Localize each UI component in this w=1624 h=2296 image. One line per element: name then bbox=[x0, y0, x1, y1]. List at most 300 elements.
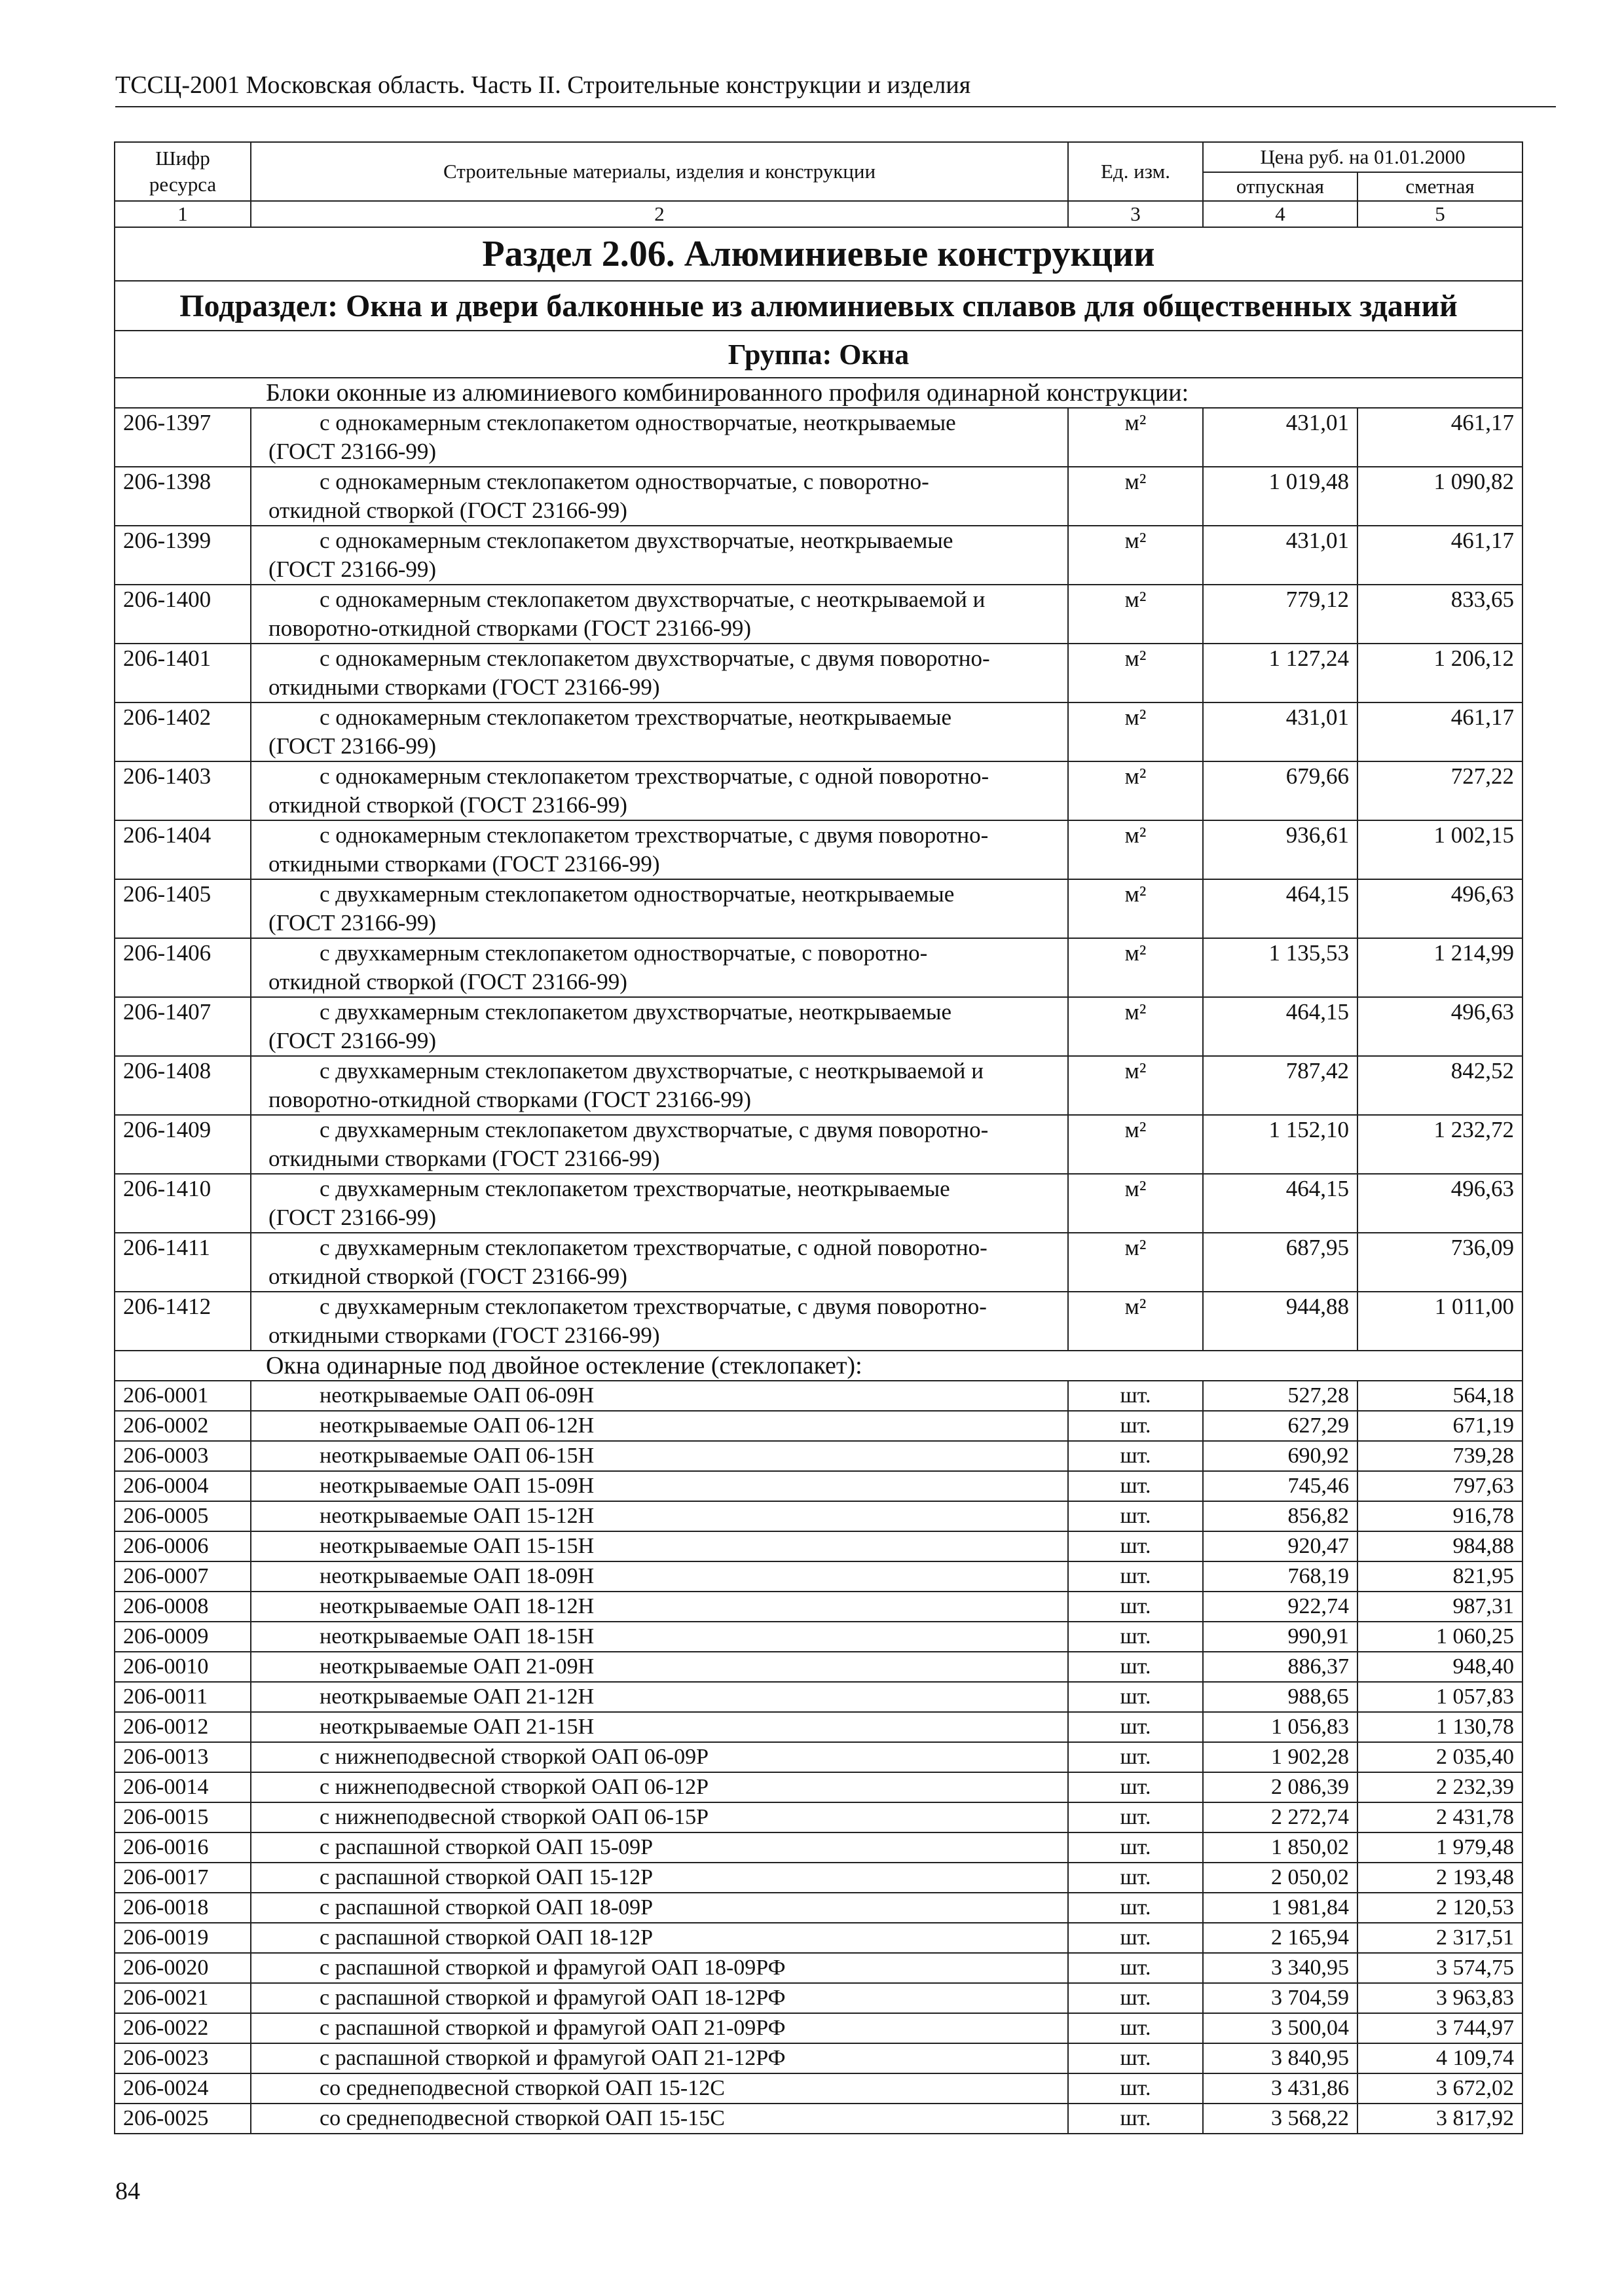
release-price: 787,42 bbox=[1203, 1056, 1357, 1115]
estimate-price: 3 817,92 bbox=[1357, 2104, 1522, 2134]
estimate-price: 2 431,78 bbox=[1357, 1802, 1522, 1832]
block2-heading: Окна одинарные под двойное остекление (стеклопакет): bbox=[115, 1351, 1522, 1381]
table-row bbox=[115, 1772, 1522, 1802]
estimate-price: 987,31 bbox=[1357, 1592, 1522, 1622]
item-description bbox=[251, 644, 1068, 702]
estimate-price: 3 672,02 bbox=[1357, 2073, 1522, 2104]
subsection-title: Подраздел: Окна и двери балконные из алюминиевых сплавов для общественных зданий bbox=[115, 281, 1522, 331]
description-line: откидными створками (ГОСТ 23166-99) bbox=[268, 674, 660, 700]
release-price: 527,28 bbox=[1203, 1381, 1357, 1411]
release-price: 3 704,59 bbox=[1203, 1983, 1357, 2013]
description-line: с двухкамерным стеклопакетом двухстворчатые, с неоткрываемой и bbox=[320, 1058, 984, 1084]
estimate-price: 916,78 bbox=[1357, 1501, 1522, 1531]
resource-code: 206-1399 bbox=[115, 526, 251, 585]
release-price: 779,12 bbox=[1203, 585, 1357, 644]
table-row bbox=[115, 1174, 1522, 1233]
description-line: с однокамерным стеклопакетом одностворчатые, неоткрываемые bbox=[320, 410, 956, 435]
item-description bbox=[251, 702, 1068, 761]
estimate-price: 2 232,39 bbox=[1357, 1772, 1522, 1802]
column-number: 5 bbox=[1357, 201, 1522, 227]
table-row bbox=[115, 1292, 1522, 1351]
resource-code: 206-0015 bbox=[115, 1802, 251, 1832]
unit-cell: м² bbox=[1068, 644, 1203, 702]
table-row bbox=[115, 2043, 1522, 2073]
description-line: (ГОСТ 23166-99) bbox=[268, 910, 437, 936]
resource-code: 206-1403 bbox=[115, 761, 251, 820]
item-description: с распашной створкой ОАП 18-12Р bbox=[251, 1923, 1068, 1953]
description-line: с двухкамерным стеклопакетом трехстворчатые, с двумя поворотно- bbox=[320, 1294, 987, 1319]
estimate-price: 1 130,78 bbox=[1357, 1712, 1522, 1742]
estimate-price: 1 011,00 bbox=[1357, 1292, 1522, 1351]
release-price: 768,19 bbox=[1203, 1561, 1357, 1592]
resource-code: 206-0012 bbox=[115, 1712, 251, 1742]
resource-code: 206-1398 bbox=[115, 467, 251, 526]
header-name: Строительные материалы, изделия и конструкции bbox=[251, 142, 1068, 201]
description-line: с двухкамерным стеклопакетом трехстворчатые, неоткрываемые bbox=[320, 1176, 950, 1201]
release-price: 3 340,95 bbox=[1203, 1953, 1357, 1983]
description-line: с двухкамерным стеклопакетом двухстворчатые, неоткрываемые bbox=[320, 999, 951, 1025]
resource-code: 206-0005 bbox=[115, 1501, 251, 1531]
estimate-price: 461,17 bbox=[1357, 408, 1522, 467]
table-row bbox=[115, 1501, 1522, 1531]
unit-cell: м² bbox=[1068, 820, 1203, 879]
resource-code: 206-0022 bbox=[115, 2013, 251, 2043]
description-line: с однокамерным стеклопакетом одностворчатые, с поворотно- bbox=[320, 469, 929, 494]
release-price: 1 056,83 bbox=[1203, 1712, 1357, 1742]
resource-code: 206-0025 bbox=[115, 2104, 251, 2134]
column-number: 3 bbox=[1068, 201, 1203, 227]
release-price: 431,01 bbox=[1203, 408, 1357, 467]
unit-cell: м² bbox=[1068, 1115, 1203, 1174]
table-row bbox=[115, 1381, 1522, 1411]
resource-code: 206-1412 bbox=[115, 1292, 251, 1351]
resource-code: 206-0020 bbox=[115, 1953, 251, 1983]
table-row bbox=[115, 1983, 1522, 2013]
item-description: с нижнеподвесной створкой ОАП 06-09Р bbox=[251, 1742, 1068, 1772]
description-line: с однокамерным стеклопакетом трехстворчатые, с двумя поворотно- bbox=[320, 822, 989, 848]
unit-cell: шт. bbox=[1068, 1411, 1203, 1441]
table-row bbox=[115, 2104, 1522, 2134]
table-row bbox=[115, 1471, 1522, 1501]
column-number: 4 bbox=[1203, 201, 1357, 227]
resource-code: 206-1397 bbox=[115, 408, 251, 467]
table-row bbox=[115, 938, 1522, 997]
estimate-price: 1 206,12 bbox=[1357, 644, 1522, 702]
estimate-price: 821,95 bbox=[1357, 1561, 1522, 1592]
item-description: неоткрываемые ОАП 18-09Н bbox=[251, 1561, 1068, 1592]
item-description bbox=[251, 761, 1068, 820]
item-description bbox=[251, 467, 1068, 526]
item-description: неоткрываемые ОАП 06-15Н bbox=[251, 1441, 1068, 1471]
estimate-price: 3 744,97 bbox=[1357, 2013, 1522, 2043]
description-line: поворотно-откидной створками (ГОСТ 23166-99) bbox=[268, 1087, 752, 1112]
item-description: с распашной створкой и фрамугой ОАП 18-12РФ bbox=[251, 1983, 1068, 2013]
release-price: 1 850,02 bbox=[1203, 1832, 1357, 1863]
estimate-price: 1 002,15 bbox=[1357, 820, 1522, 879]
resource-code: 206-0010 bbox=[115, 1652, 251, 1682]
table-row bbox=[115, 1682, 1522, 1712]
unit-cell: шт. bbox=[1068, 1471, 1203, 1501]
item-description bbox=[251, 1174, 1068, 1233]
description-line: откидными створками (ГОСТ 23166-99) bbox=[268, 851, 660, 877]
resource-code: 206-1409 bbox=[115, 1115, 251, 1174]
unit-cell: м² bbox=[1068, 467, 1203, 526]
release-price: 1 152,10 bbox=[1203, 1115, 1357, 1174]
table-row bbox=[115, 1742, 1522, 1772]
estimate-price: 833,65 bbox=[1357, 585, 1522, 644]
table-row bbox=[115, 1923, 1522, 1953]
estimate-price: 1 090,82 bbox=[1357, 467, 1522, 526]
header-price-release: отпускная bbox=[1203, 172, 1357, 201]
estimate-price: 4 109,74 bbox=[1357, 2043, 1522, 2073]
unit-cell: шт. bbox=[1068, 2013, 1203, 2043]
release-price: 687,95 bbox=[1203, 1233, 1357, 1292]
description-line: откидной створкой (ГОСТ 23166-99) bbox=[268, 792, 627, 818]
item-description: неоткрываемые ОАП 15-12Н bbox=[251, 1501, 1068, 1531]
release-price: 886,37 bbox=[1203, 1652, 1357, 1682]
release-price: 920,47 bbox=[1203, 1531, 1357, 1561]
unit-cell: м² bbox=[1068, 1233, 1203, 1292]
release-price: 988,65 bbox=[1203, 1682, 1357, 1712]
unit-cell: шт. bbox=[1068, 1622, 1203, 1652]
unit-cell: м² bbox=[1068, 879, 1203, 938]
release-price: 464,15 bbox=[1203, 879, 1357, 938]
release-price: 464,15 bbox=[1203, 1174, 1357, 1233]
group-title: Группа: Окна bbox=[115, 331, 1522, 378]
description-line: с двухкамерным стеклопакетом двухстворчатые, с двумя поворотно- bbox=[320, 1117, 989, 1142]
item-description: с распашной створкой ОАП 15-09Р bbox=[251, 1832, 1068, 1863]
item-description bbox=[251, 1115, 1068, 1174]
release-price: 1 127,24 bbox=[1203, 644, 1357, 702]
resource-code: 206-0021 bbox=[115, 1983, 251, 2013]
estimate-price: 1 979,48 bbox=[1357, 1832, 1522, 1863]
estimate-price: 496,63 bbox=[1357, 879, 1522, 938]
release-price: 464,15 bbox=[1203, 997, 1357, 1056]
release-price: 1 981,84 bbox=[1203, 1893, 1357, 1923]
estimate-price: 842,52 bbox=[1357, 1056, 1522, 1115]
table-row bbox=[115, 702, 1522, 761]
item-description bbox=[251, 408, 1068, 467]
resource-code: 206-1405 bbox=[115, 879, 251, 938]
estimate-price: 2 193,48 bbox=[1357, 1863, 1522, 1893]
unit-cell: шт. bbox=[1068, 1712, 1203, 1742]
item-description: неоткрываемые ОАП 06-09Н bbox=[251, 1381, 1068, 1411]
estimate-price: 727,22 bbox=[1357, 761, 1522, 820]
description-line: откидной створкой (ГОСТ 23166-99) bbox=[268, 1264, 627, 1289]
unit-cell: шт. bbox=[1068, 1592, 1203, 1622]
unit-cell: шт. bbox=[1068, 1832, 1203, 1863]
resource-code: 206-1407 bbox=[115, 997, 251, 1056]
release-price: 922,74 bbox=[1203, 1592, 1357, 1622]
item-description bbox=[251, 1233, 1068, 1292]
column-numbers-row bbox=[115, 201, 1522, 227]
resource-code: 206-1404 bbox=[115, 820, 251, 879]
unit-cell: м² bbox=[1068, 1056, 1203, 1115]
item-description: неоткрываемые ОАП 21-12Н bbox=[251, 1682, 1068, 1712]
resource-code: 206-1410 bbox=[115, 1174, 251, 1233]
description-line: откидной створкой (ГОСТ 23166-99) bbox=[268, 498, 627, 523]
resource-code: 206-0014 bbox=[115, 1772, 251, 1802]
header-price-group: Цена руб. на 01.01.2000 bbox=[1203, 142, 1522, 172]
release-price: 2 165,94 bbox=[1203, 1923, 1357, 1953]
estimate-price: 564,18 bbox=[1357, 1381, 1522, 1411]
estimate-price: 739,28 bbox=[1357, 1441, 1522, 1471]
release-price: 3 431,86 bbox=[1203, 2073, 1357, 2104]
table-row bbox=[115, 2013, 1522, 2043]
estimate-price: 948,40 bbox=[1357, 1652, 1522, 1682]
resource-code: 206-1400 bbox=[115, 585, 251, 644]
unit-cell: м² bbox=[1068, 585, 1203, 644]
table-row bbox=[115, 2073, 1522, 2104]
estimate-price: 984,88 bbox=[1357, 1531, 1522, 1561]
unit-cell: шт. bbox=[1068, 1893, 1203, 1923]
release-price: 1 019,48 bbox=[1203, 467, 1357, 526]
resource-code: 206-0006 bbox=[115, 1531, 251, 1561]
unit-cell: шт. bbox=[1068, 1381, 1203, 1411]
unit-cell: м² bbox=[1068, 526, 1203, 585]
header-price-estimate: сметная bbox=[1357, 172, 1522, 201]
unit-cell: м² bbox=[1068, 997, 1203, 1056]
section-row bbox=[115, 227, 1522, 281]
estimate-price: 797,63 bbox=[1357, 1471, 1522, 1501]
item-description bbox=[251, 1292, 1068, 1351]
table-row bbox=[115, 644, 1522, 702]
unit-cell: м² bbox=[1068, 761, 1203, 820]
description-line: с двухкамерным стеклопакетом одностворчатые, неоткрываемые bbox=[320, 881, 955, 907]
unit-cell: шт. bbox=[1068, 1923, 1203, 1953]
estimate-price: 1 060,25 bbox=[1357, 1622, 1522, 1652]
section-title: Раздел 2.06. Алюминиевые конструкции bbox=[115, 227, 1522, 281]
description-line: с однокамерным стеклопакетом двухстворчатые, с двумя поворотно- bbox=[320, 646, 990, 671]
unit-cell: м² bbox=[1068, 1292, 1203, 1351]
column-number: 1 bbox=[115, 201, 251, 227]
resource-code: 206-1411 bbox=[115, 1233, 251, 1292]
table-row bbox=[115, 1622, 1522, 1652]
release-price: 2 272,74 bbox=[1203, 1802, 1357, 1832]
description-line: (ГОСТ 23166-99) bbox=[268, 556, 437, 582]
resource-code: 206-0011 bbox=[115, 1682, 251, 1712]
table-row bbox=[115, 526, 1522, 585]
table-row bbox=[115, 1953, 1522, 1983]
description-line: поворотно-откидной створками (ГОСТ 23166-99) bbox=[268, 615, 752, 641]
resource-code: 206-0004 bbox=[115, 1471, 251, 1501]
estimate-price: 3 963,83 bbox=[1357, 1983, 1522, 2013]
table-row bbox=[115, 761, 1522, 820]
unit-cell: м² bbox=[1068, 408, 1203, 467]
release-price: 1 135,53 bbox=[1203, 938, 1357, 997]
item-description bbox=[251, 820, 1068, 879]
estimate-price: 496,63 bbox=[1357, 1174, 1522, 1233]
table-row bbox=[115, 1531, 1522, 1561]
estimate-price: 461,17 bbox=[1357, 702, 1522, 761]
estimate-price: 1 232,72 bbox=[1357, 1115, 1522, 1174]
item-description bbox=[251, 526, 1068, 585]
table-row bbox=[115, 1592, 1522, 1622]
unit-cell: м² bbox=[1068, 938, 1203, 997]
resource-code: 206-0002 bbox=[115, 1411, 251, 1441]
release-price: 679,66 bbox=[1203, 761, 1357, 820]
estimate-price: 736,09 bbox=[1357, 1233, 1522, 1292]
resource-code: 206-0001 bbox=[115, 1381, 251, 1411]
release-price: 990,91 bbox=[1203, 1622, 1357, 1652]
table-row bbox=[115, 1652, 1522, 1682]
release-price: 944,88 bbox=[1203, 1292, 1357, 1351]
release-price: 3 840,95 bbox=[1203, 2043, 1357, 2073]
estimate-price: 2 120,53 bbox=[1357, 1893, 1522, 1923]
table-row bbox=[115, 1115, 1522, 1174]
table-row bbox=[115, 1056, 1522, 1115]
table-row bbox=[115, 585, 1522, 644]
resource-code: 206-0019 bbox=[115, 1923, 251, 1953]
unit-cell: шт. bbox=[1068, 1441, 1203, 1471]
estimate-price: 671,19 bbox=[1357, 1411, 1522, 1441]
description-line: (ГОСТ 23166-99) bbox=[268, 1205, 437, 1230]
table-row bbox=[115, 1411, 1522, 1441]
description-line: откидной створкой (ГОСТ 23166-99) bbox=[268, 969, 627, 994]
item-description: неоткрываемые ОАП 06-12Н bbox=[251, 1411, 1068, 1441]
item-description bbox=[251, 938, 1068, 997]
unit-cell: шт. bbox=[1068, 1501, 1203, 1531]
item-description: с нижнеподвесной створкой ОАП 06-12Р bbox=[251, 1772, 1068, 1802]
table-row bbox=[115, 1832, 1522, 1863]
release-price: 1 902,28 bbox=[1203, 1742, 1357, 1772]
item-description: с распашной створкой и фрамугой ОАП 21-09РФ bbox=[251, 2013, 1068, 2043]
item-description: с нижнеподвесной створкой ОАП 06-15Р bbox=[251, 1802, 1068, 1832]
unit-cell: шт. bbox=[1068, 1561, 1203, 1592]
resource-code: 206-0003 bbox=[115, 1441, 251, 1471]
table-row bbox=[115, 1561, 1522, 1592]
unit-cell: шт. bbox=[1068, 1802, 1203, 1832]
table-row bbox=[115, 879, 1522, 938]
description-line: с однокамерным стеклопакетом двухстворчатые, с неоткрываемой и bbox=[320, 587, 986, 612]
table-row bbox=[115, 1233, 1522, 1292]
price-table bbox=[114, 141, 1523, 2134]
price-table-wrapper bbox=[114, 141, 1522, 2134]
table-row bbox=[115, 820, 1522, 879]
description-line: с двухкамерным стеклопакетом одностворчатые, с поворотно- bbox=[320, 940, 928, 966]
unit-cell: шт. bbox=[1068, 1983, 1203, 2013]
release-price: 856,82 bbox=[1203, 1501, 1357, 1531]
item-description bbox=[251, 879, 1068, 938]
release-price: 431,01 bbox=[1203, 526, 1357, 585]
estimate-price: 2 317,51 bbox=[1357, 1923, 1522, 1953]
item-description: с распашной створкой ОАП 15-12Р bbox=[251, 1863, 1068, 1893]
resource-code: 206-0023 bbox=[115, 2043, 251, 2073]
release-price: 3 568,22 bbox=[1203, 2104, 1357, 2134]
unit-cell: шт. bbox=[1068, 1863, 1203, 1893]
description-line: откидными створками (ГОСТ 23166-99) bbox=[268, 1146, 660, 1171]
description-line: с двухкамерным стеклопакетом трехстворчатые, с одной поворотно- bbox=[320, 1235, 987, 1260]
unit-cell: шт. bbox=[1068, 1682, 1203, 1712]
resource-code: 206-0007 bbox=[115, 1561, 251, 1592]
unit-cell: м² bbox=[1068, 1174, 1203, 1233]
item-description: с распашной створкой ОАП 18-09Р bbox=[251, 1893, 1068, 1923]
item-description bbox=[251, 997, 1068, 1056]
table-row bbox=[115, 467, 1522, 526]
table-row bbox=[115, 1893, 1522, 1923]
release-price: 2 050,02 bbox=[1203, 1863, 1357, 1893]
description-line: с однокамерным стеклопакетом двухстворчатые, неоткрываемые bbox=[320, 528, 953, 553]
resource-code: 206-0008 bbox=[115, 1592, 251, 1622]
estimate-price: 461,17 bbox=[1357, 526, 1522, 585]
estimate-price: 496,63 bbox=[1357, 997, 1522, 1056]
release-price: 2 086,39 bbox=[1203, 1772, 1357, 1802]
unit-cell: шт. bbox=[1068, 2073, 1203, 2104]
description-line: (ГОСТ 23166-99) bbox=[268, 1028, 437, 1053]
item-description: неоткрываемые ОАП 18-15Н bbox=[251, 1622, 1068, 1652]
table-row bbox=[115, 1802, 1522, 1832]
item-description: со среднеподвесной створкой ОАП 15-15С bbox=[251, 2104, 1068, 2134]
header-unit: Ед. изм. bbox=[1068, 142, 1203, 201]
estimate-price: 3 574,75 bbox=[1357, 1953, 1522, 1983]
item-description: неоткрываемые ОАП 21-15Н bbox=[251, 1712, 1068, 1742]
unit-cell: шт. bbox=[1068, 1742, 1203, 1772]
release-price: 3 500,04 bbox=[1203, 2013, 1357, 2043]
unit-cell: шт. bbox=[1068, 1531, 1203, 1561]
release-price: 627,29 bbox=[1203, 1411, 1357, 1441]
description-line: с однокамерным стеклопакетом трехстворчатые, неоткрываемые bbox=[320, 704, 952, 730]
group-row bbox=[115, 331, 1522, 378]
resource-code: 206-0009 bbox=[115, 1622, 251, 1652]
table-row bbox=[115, 1863, 1522, 1893]
unit-cell: шт. bbox=[1068, 1652, 1203, 1682]
item-description: с распашной створкой и фрамугой ОАП 18-09РФ bbox=[251, 1953, 1068, 1983]
description-line: (ГОСТ 23166-99) bbox=[268, 439, 437, 464]
unit-cell: шт. bbox=[1068, 2043, 1203, 2073]
table-row bbox=[115, 1712, 1522, 1742]
release-price: 745,46 bbox=[1203, 1471, 1357, 1501]
item-description: неоткрываемые ОАП 21-09Н bbox=[251, 1652, 1068, 1682]
item-description: со среднеподвесной створкой ОАП 15-12С bbox=[251, 2073, 1068, 2104]
estimate-price: 1 057,83 bbox=[1357, 1682, 1522, 1712]
resource-code: 206-1402 bbox=[115, 702, 251, 761]
block-heading-row bbox=[115, 378, 1522, 408]
subsection-row bbox=[115, 281, 1522, 331]
page-number: 84 bbox=[115, 2178, 140, 2205]
running-head: ТССЦ-2001 Московская область. Часть II. Строительные конструкции и изделия bbox=[115, 69, 1556, 107]
resource-code: 206-0013 bbox=[115, 1742, 251, 1772]
resource-code: 206-1408 bbox=[115, 1056, 251, 1115]
resource-code: 206-0016 bbox=[115, 1832, 251, 1863]
item-description: с распашной створкой и фрамугой ОАП 21-12РФ bbox=[251, 2043, 1068, 2073]
item-description: неоткрываемые ОАП 15-15Н bbox=[251, 1531, 1068, 1561]
unit-cell: шт. bbox=[1068, 1953, 1203, 1983]
release-price: 936,61 bbox=[1203, 820, 1357, 879]
description-line: с однокамерным стеклопакетом трехстворчатые, с одной поворотно- bbox=[320, 763, 989, 789]
description-line: (ГОСТ 23166-99) bbox=[268, 733, 437, 759]
unit-cell: шт. bbox=[1068, 1772, 1203, 1802]
resource-code: 206-1406 bbox=[115, 938, 251, 997]
item-description bbox=[251, 1056, 1068, 1115]
item-description bbox=[251, 585, 1068, 644]
estimate-price: 1 214,99 bbox=[1357, 938, 1522, 997]
description-line: откидными створками (ГОСТ 23166-99) bbox=[268, 1322, 660, 1348]
table-row bbox=[115, 1441, 1522, 1471]
resource-code: 206-0018 bbox=[115, 1893, 251, 1923]
resource-code: 206-0017 bbox=[115, 1863, 251, 1893]
release-price: 690,92 bbox=[1203, 1441, 1357, 1471]
unit-cell: шт. bbox=[1068, 2104, 1203, 2134]
resource-code: 206-0024 bbox=[115, 2073, 251, 2104]
block-heading-row bbox=[115, 1351, 1522, 1381]
release-price: 431,01 bbox=[1203, 702, 1357, 761]
table-row bbox=[115, 408, 1522, 467]
item-description: неоткрываемые ОАП 15-09Н bbox=[251, 1471, 1068, 1501]
resource-code: 206-1401 bbox=[115, 644, 251, 702]
item-description: неоткрываемые ОАП 18-12Н bbox=[251, 1592, 1068, 1622]
estimate-price: 2 035,40 bbox=[1357, 1742, 1522, 1772]
block1-heading: Блоки оконные из алюминиевого комбинированного профиля одинарной конструкции: bbox=[115, 378, 1522, 408]
